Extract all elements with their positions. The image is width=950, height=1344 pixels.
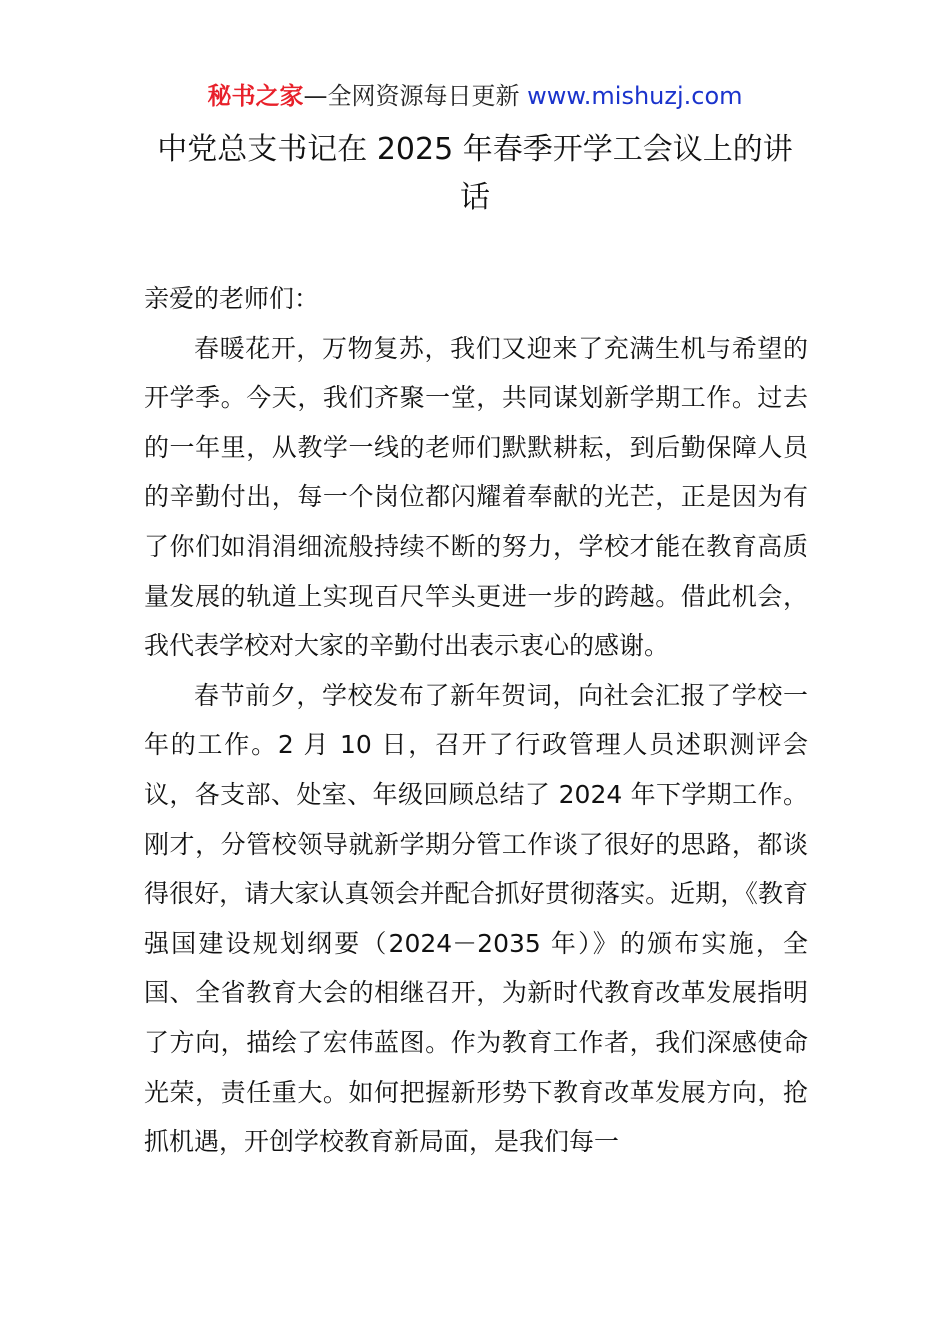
site-url-link[interactable]: www.mishuzj.com	[527, 82, 743, 110]
site-header	[0, 80, 950, 112]
paragraph: 春暖花开，万物复苏，我们又迎来了充满生机与希望的开学季。今天，我们齐聚一堂，共同谋划新学期工作。过去的一年里，从教学一线的老师们默默耕耘，到后勤保障人员的辛勤付出，每一个岗位都闪耀着奉献的光芒，正是因为有了你们如涓涓细流般持续不断的努力，学校才能在教育高质量发展的轨道上实现百尺竿头更进一步的跨越。借此机会，我代表学校对大家的辛勤付出表示衷心的感谢。	[144, 333, 808, 661]
document-body	[144, 274, 808, 1167]
document-title: 中党总支书记在 2025 年春季开学工会议上的讲话	[157, 132, 793, 215]
salutation: 亲爱的老师们：	[144, 284, 320, 313]
site-tagline: —全网资源每日更新	[303, 82, 528, 110]
site-brand: 秘书之家	[207, 82, 304, 110]
paragraph: 春节前夕，学校发布了新年贺词，向社会汇报了学校一年的工作。2 月 10 日，召开了行政管理人员述职测评会议，各支部、处室、年级回顾总结了 2024 年下学期工作。刚才，分管校领导就新学期分管工作谈了很好的思路，都谈得很好，请大家认真领会并配合抓好贯彻落实。近期，《教育强国建设规划纲要（2024－2035 年）》的颁布实施，全国、全省教育大会的相继召开，为新时代教育改革发展指明了方向，描绘了宏伟蓝图。作为教育工作者，我们深感使命光荣，责任重大。如何把握新形势下教育改革发展方向，抢抓机遇，开创学校教育新局面，是我们每一	[144, 680, 808, 1157]
